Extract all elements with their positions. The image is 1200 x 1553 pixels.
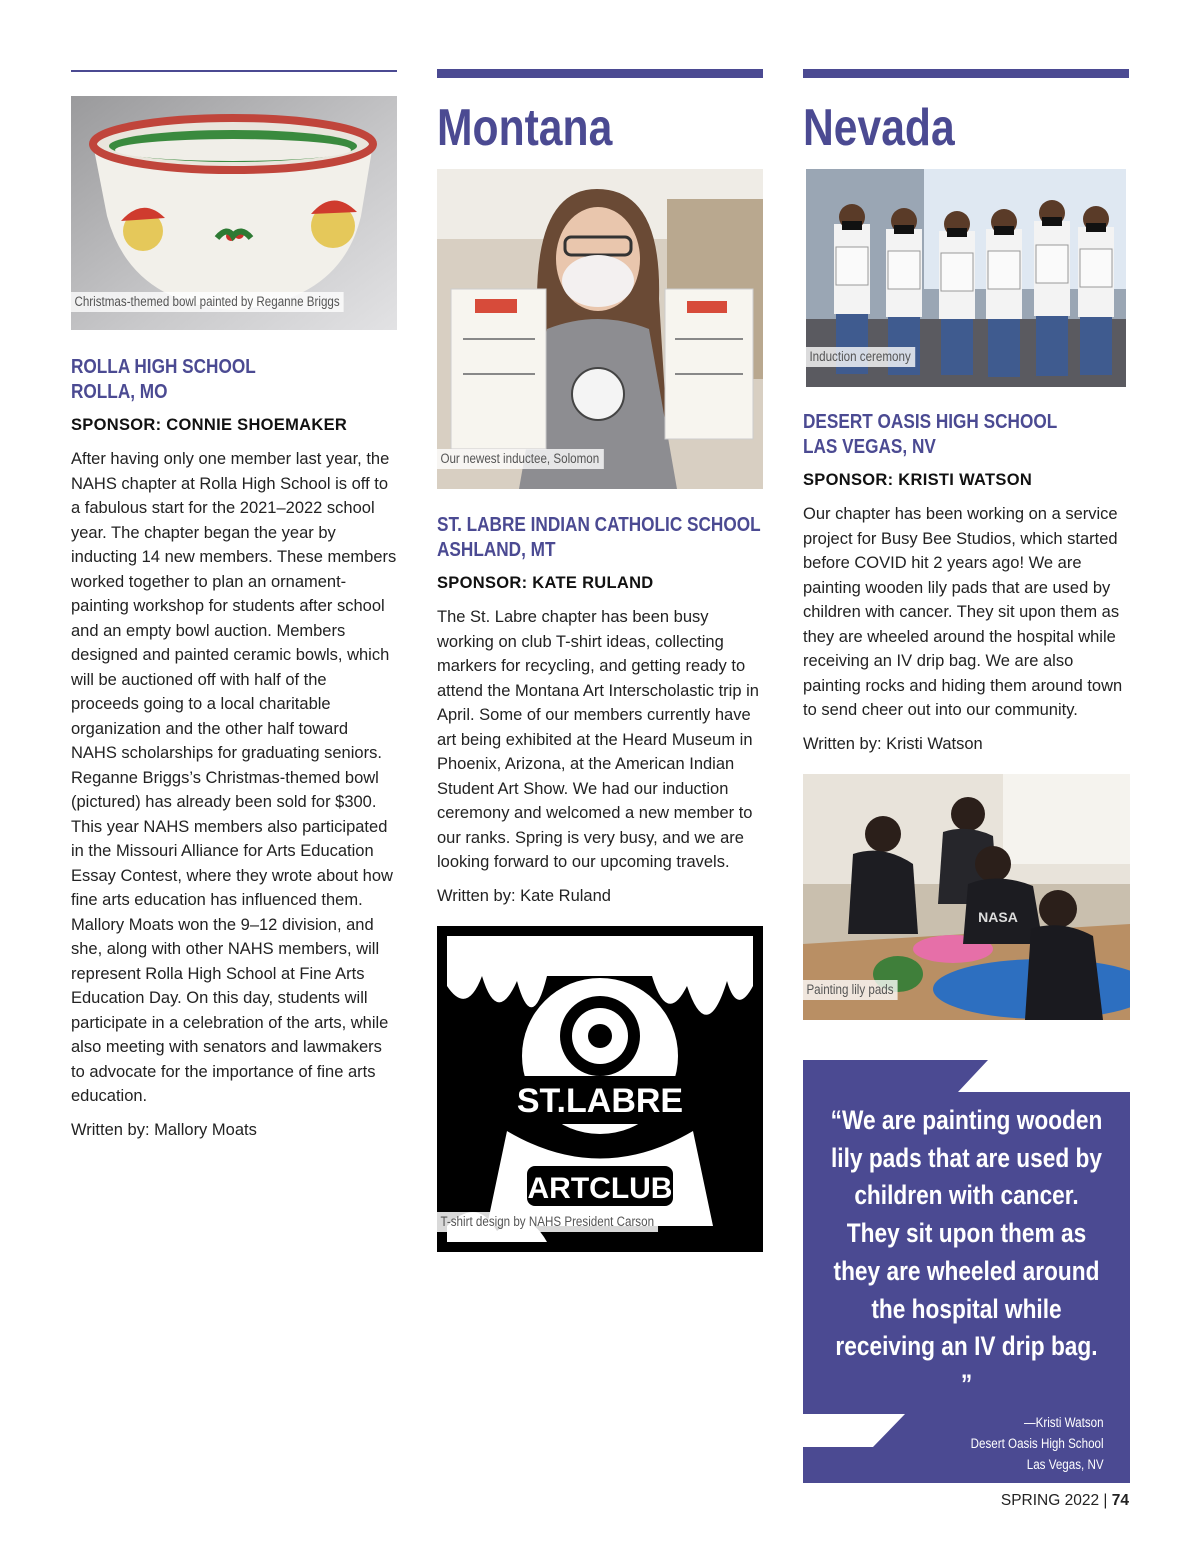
nasa-shirt-text: NASA (978, 909, 1018, 925)
tshirt-design (437, 926, 763, 1252)
photo-caption: Our newest inductee, Solomon (437, 449, 604, 469)
sponsor-line: SPONSOR: KRISTI WATSON (803, 471, 1033, 489)
sponsor-line: SPONSOR: CONNIE SHOEMAKER (71, 416, 348, 434)
tshirt-design-image (437, 926, 763, 1252)
induction-photo (806, 169, 1126, 387)
school-name: ST. LABRE INDIAN CATHOLIC SCHOOL (437, 514, 761, 536)
school-location: ASHLAND, MT (437, 539, 556, 561)
inductee-image (437, 169, 763, 489)
issue-label: SPRING 2022 (1000, 1492, 1100, 1509)
school-location: ROLLA, MO (71, 381, 168, 403)
sponsor-line: SPONSOR: KATE RULAND (437, 574, 654, 592)
article-body: The St. Labre chapter has been busy working on club T-shirt ideas, collecting markers for recycling, and getting ready to attend the Montana Art Interscholastic trip in April. Some of our members currently have art being exhibited at the Heard Museum in Phoenix, Arizona, at the American Indian Student Art Show. We had our induction ceremony and welcomed a new member to our ranks. Spring is very busy, and we are looking forward to our upcoming travels. (437, 608, 759, 871)
state-heading: Montana (437, 99, 613, 157)
pull-quote-attribution (971, 1412, 1104, 1475)
column-montana (437, 0, 763, 1252)
shirt-text-bottom: ARTCLUB (527, 1172, 673, 1205)
page-footer (1001, 1492, 1129, 1510)
photo-caption: Induction ceremony (806, 347, 915, 367)
quote-school: Desert Oasis High School (971, 1436, 1104, 1451)
pull-quote-text: “We are painting wooden lily pads that are used by children with cancer. They sit upon them as they are wheeled around the hospital while receiving an IV drip bag. ” (830, 1105, 1103, 1399)
column-rolla (71, 0, 397, 1142)
shirt-text-top: ST.LABRE (516, 1082, 684, 1120)
inductee-photo (437, 169, 763, 489)
photo-caption: Painting lily pads (803, 980, 898, 1000)
article-author: Written by: Kate Ruland (437, 886, 611, 905)
article-body: After having only one member last year, the NAHS chapter at Rolla High School is off to a fabulous start for the 2021–2022 school year. The chapter began the year by inducting 14 new members. These members worked together to plan an ornament-painting workshop for students after school and an empty bowl auction. Members designed and painted ceramic bowls, which will be auctioned off with half of the proceeds going to a local charitable organization and the other half toward NAHS scholarships for graduating seniors. Reganne Briggs’s Christmas-themed bowl (pictured) has already been sold for $300. This year NAHS members also participated in the Missouri Alliance for Arts Education Essay Contest, where they wrote about how fine arts education has influenced them. Mallory Moats won the 9–12 division, and she, along with other NAHS members, will represent Rolla High School at Fine Arts Education Day. On this day, students will participate in a celebration of the arts, while also meeting with senators and lawmakers to advocate for the importance of fine arts education. (71, 450, 397, 1105)
photo-caption: T-shirt design by NAHS President Carson (437, 1212, 658, 1232)
pull-quote (803, 1060, 1130, 1483)
column-rule (803, 69, 1129, 78)
school-name: ROLLA HIGH SCHOOL (71, 356, 256, 378)
quote-author: —Kristi Watson (1024, 1415, 1104, 1430)
school-name: DESERT OASIS HIGH SCHOOL (803, 411, 1058, 433)
school-location: LAS VEGAS, NV (803, 436, 936, 458)
quote-location: Las Vegas, NV (1027, 1457, 1104, 1472)
photo-caption: Christmas-themed bowl painted by Reganne Briggs (71, 292, 344, 312)
column-rule (437, 69, 763, 78)
page-number: 74 (1111, 1492, 1129, 1509)
article-author: Written by: Mallory Moats (71, 1120, 257, 1139)
column-nevada (803, 0, 1129, 1020)
article-body: Our chapter has been working on a service project for Busy Bee Studios, which started before COVID hit 2 years ago! We are painting wooden lily pads that are used by children with cancer. They sit upon them as they are wheeled around the hospital while receiving an IV drip bag. We are also painting rocks and hiding them around town to send cheer out into our community. (803, 505, 1123, 719)
state-heading: Nevada (803, 99, 955, 157)
lily-pads-photo (803, 774, 1130, 1020)
footer-separator: | (1103, 1492, 1108, 1509)
article-author: Written by: Kristi Watson (803, 734, 983, 753)
column-rule (71, 70, 397, 72)
bowl-photo (71, 96, 397, 330)
